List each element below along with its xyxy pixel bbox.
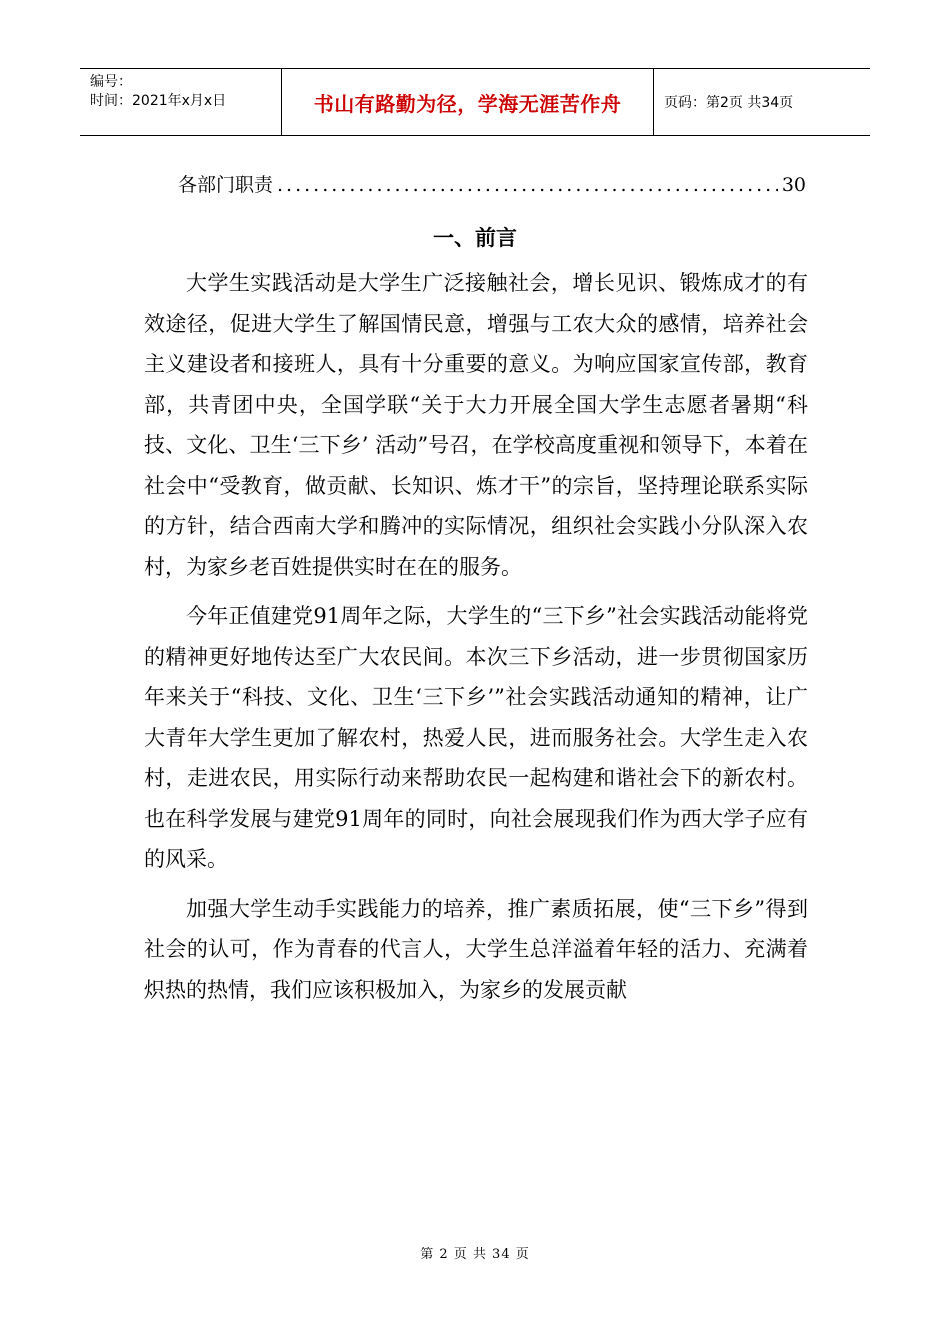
toc-entry-page: 30 <box>781 174 806 196</box>
page-footer: 第 2 页 共 34 页 <box>420 1247 530 1262</box>
page-header <box>80 68 870 136</box>
body-paragraph-3: 加强大学生动手实践能力的培养，推广素质拓展，使“三下乡”得到社会的认可，作为青春的代言人，大学生总洋溢着年轻的活力、充满着炽热的热情，我们应该积极加入，为家乡的发展贡献 <box>144 896 808 1002</box>
header-motto: 书山有路勤为径，学海无涯苦作舟 <box>282 69 654 135</box>
section-body <box>144 263 808 1010</box>
toc-entry-title: 各部门职责 <box>178 174 274 196</box>
body-paragraph-1: 大学生实践活动是大学生广泛接触社会，增长见识、锻炼成才的有效途径，促进大学生了解国情民意，增强与工农大众的感情，培养社会主义建设者和接班人，具有十分重要的意义。为响应国家宣传部，教育部，共青团中央，全国学联“关于大力开展全国大学生志愿者暑期“科技、文化、卫生‘三下乡’ 活动”号召，在学校高度重视和领导下，本着在社会中“受教育，做贡献、长知识、炼才干”的宗旨，坚持理论联系实际的方针，结合西南大学和腾冲的实际情况，组织社会实践小分队深入农村，为家乡老百姓提供实时在在的服务。 <box>144 271 808 579</box>
document-number-label: 编号： <box>90 74 132 90</box>
section-heading: 一、前言 <box>433 226 517 250</box>
body-paragraph-2: 今年正值建党91周年之际，大学生的“三下乡”社会实践活动能将党的精神更好地传达至广大农民间。本次三下乡活动，进一步贯彻国家历年来关于“科技、文化、卫生‘三下乡’”社会实践活动通知的精神，让广大青年大学生更加了解农村，热爱人民，进而服务社会。大学生走入农村，走进农民，用实际行动来帮助农民一起构建和谐社会下的新农村。也在科学发展与建党91周年的同时，向社会展现我们作为西大学子应有的风采。 <box>144 604 808 871</box>
toc-entry <box>178 170 806 200</box>
toc-leader-dots <box>277 170 778 200</box>
header-page-info: 页码：第2页 共34页 <box>664 95 794 111</box>
document-date: 时间：2021年x月x日 <box>90 93 227 109</box>
header-meta <box>80 69 282 135</box>
